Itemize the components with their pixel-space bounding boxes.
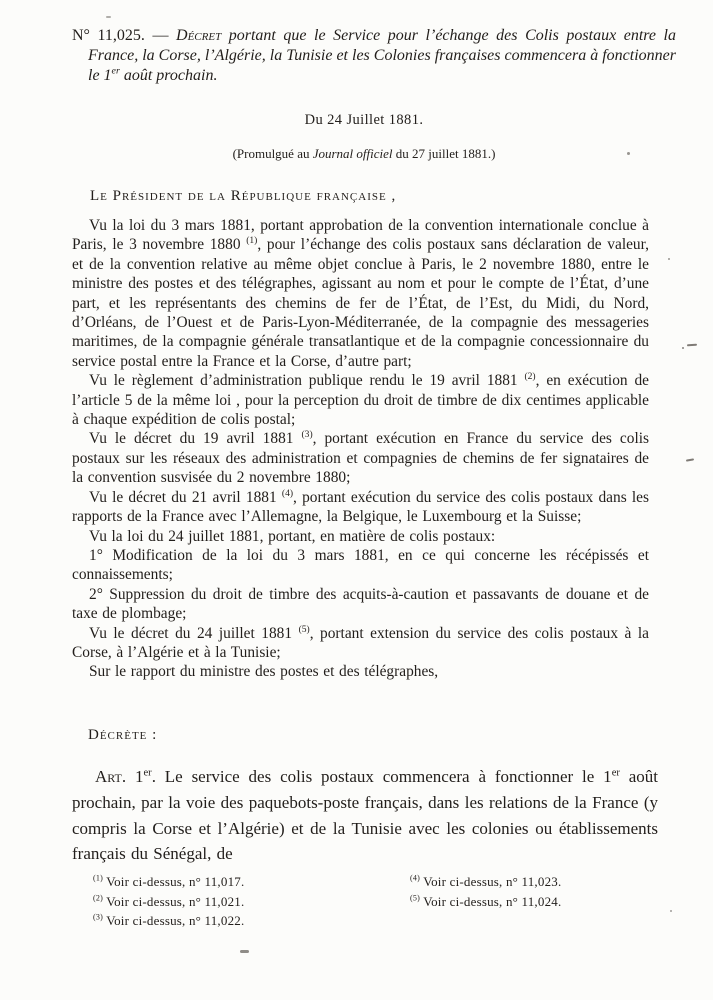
- scan-speck-footnote: [670, 910, 672, 912]
- decree-dateline: Du 24 Juillet 1881.: [304, 112, 424, 128]
- scan-speck-right-1: [668, 258, 670, 260]
- preamble-paragraph: Vu la loi du 3 mars 1881, portant approbation de la convention internationale conclue à Paris, le 3 novembre 1880 $^{(1)}$, pour l’échange des colis postaux sans déclaration de valeur, et de la convention relative au même objet conclue à Paris, le 2 novembre 1880, entre le ministre des postes et des télégraphes, agissant au nom et pour le compte de l’État, d’une part, et les représentants des chemins de fer de l’État, de l’Est, du Midi, du Nord, d’Orléans, de l’Ouest et de Paris-Lyon-Méditerranée, de la compagnie des messageries maritimes, de la compagnie générale transatlantique et de la compagnie concessionnaire du service postal entre la France et la Corse, d’autre part;: [72, 217, 649, 370]
- preamble-paragraph: Sur le rapport du ministre des postes et des télégraphes,: [89, 663, 439, 681]
- entry-heading: N° 11,025. — Décret portant que le Service pour l’échange des Colis postaux entre la France, la Corse, l’Algérie, la Tunisie et les Colonies françaises commencera à fonctionner le 1er août prochain.: [72, 27, 677, 84]
- footnote-line: $^{(1)}$ Voir ci-dessus, n° 11,017.: [93, 873, 245, 889]
- footnote-line: $^{(5)}$ Voir ci-dessus, n° 11,024.: [410, 893, 562, 909]
- decree-preamble: [72, 216, 649, 682]
- preamble-paragraph: Vu le décret du 19 avril 1881 $^{(3)}$, portant exécution en France du service des colis postaux sur les réseaux des administration et compagnies de chemins de fer signataires de la convention susvisée du 2 novembre 1880;: [72, 429, 650, 487]
- preamble-paragraph: Vu le décret du 21 avril 1881 $^{(4)}$, portant exécution du service des colis postaux dans les rapports de la France avec l’Allemagne, la Belgique, le Luxembourg et la Suisse;: [72, 487, 649, 526]
- scan-dash-right-2: [686, 458, 694, 461]
- scan-dash-right-1: [687, 344, 697, 347]
- preamble-paragraph: Vu la loi du 24 juillet 1881, portant, en matière de colis postaux:: [89, 527, 496, 545]
- decrete-word: Décrète :: [88, 727, 158, 743]
- scan-speck-promulgation: [627, 152, 630, 155]
- footnote-line: $^{(3)}$ Voir ci-dessus, n° 11,022.: [93, 912, 245, 928]
- footnote-line: $^{(2)}$ Voir ci-dessus, n° 11,021.: [93, 893, 245, 909]
- footnotes-left-column: [93, 872, 410, 931]
- preamble-paragraph: Vu le décret du 24 juillet 1881 $^{(5)}$, portant extension du service des colis postaux à la Corse, à l’Algérie et à la Tunisie;: [72, 623, 649, 661]
- article-1-paragraph: Art. 1er. Le service des colis postaux commencera à fonctionner le 1er août prochain, par la voie des paquebots-poste français, dans les relations de la France (y compris la Corse et l’Algérie) et de la Tunisie avec les colonies ou établissements français du Sénégal, de: [72, 767, 658, 864]
- preamble-paragraph: 2° Suppression du droit de timbre des acquits-à-caution et passavants de douane et de taxe de plombage;: [72, 585, 649, 623]
- footnotes-right-column: [410, 872, 561, 931]
- scan-speck-right-2: [682, 347, 684, 349]
- salutation-line: Le Président de la République française ,: [90, 188, 397, 204]
- promulgation-note: (Promulgué au Journal officiel du 27 juillet 1881.): [232, 146, 496, 161]
- scan-speck-top: [106, 16, 111, 18]
- scan-smudge-bottom: [240, 950, 249, 953]
- preamble-paragraph: Vu le règlement d’administration publique rendu le 19 avril 1881 $^{(2)}$, en exécution de l’article 5 de la même loi , pour la perception du droit de timbre de dix centimes applicable à chaque expédition de colis postal;: [72, 371, 649, 429]
- footnotes-block: [93, 872, 653, 931]
- preamble-paragraph: 1° Modification de la loi du 3 mars 1881, en ce qui concerne les récépissés et connaissements;: [72, 546, 649, 584]
- footnote-line: $^{(4)}$ Voir ci-dessus, n° 11,023.: [410, 873, 562, 889]
